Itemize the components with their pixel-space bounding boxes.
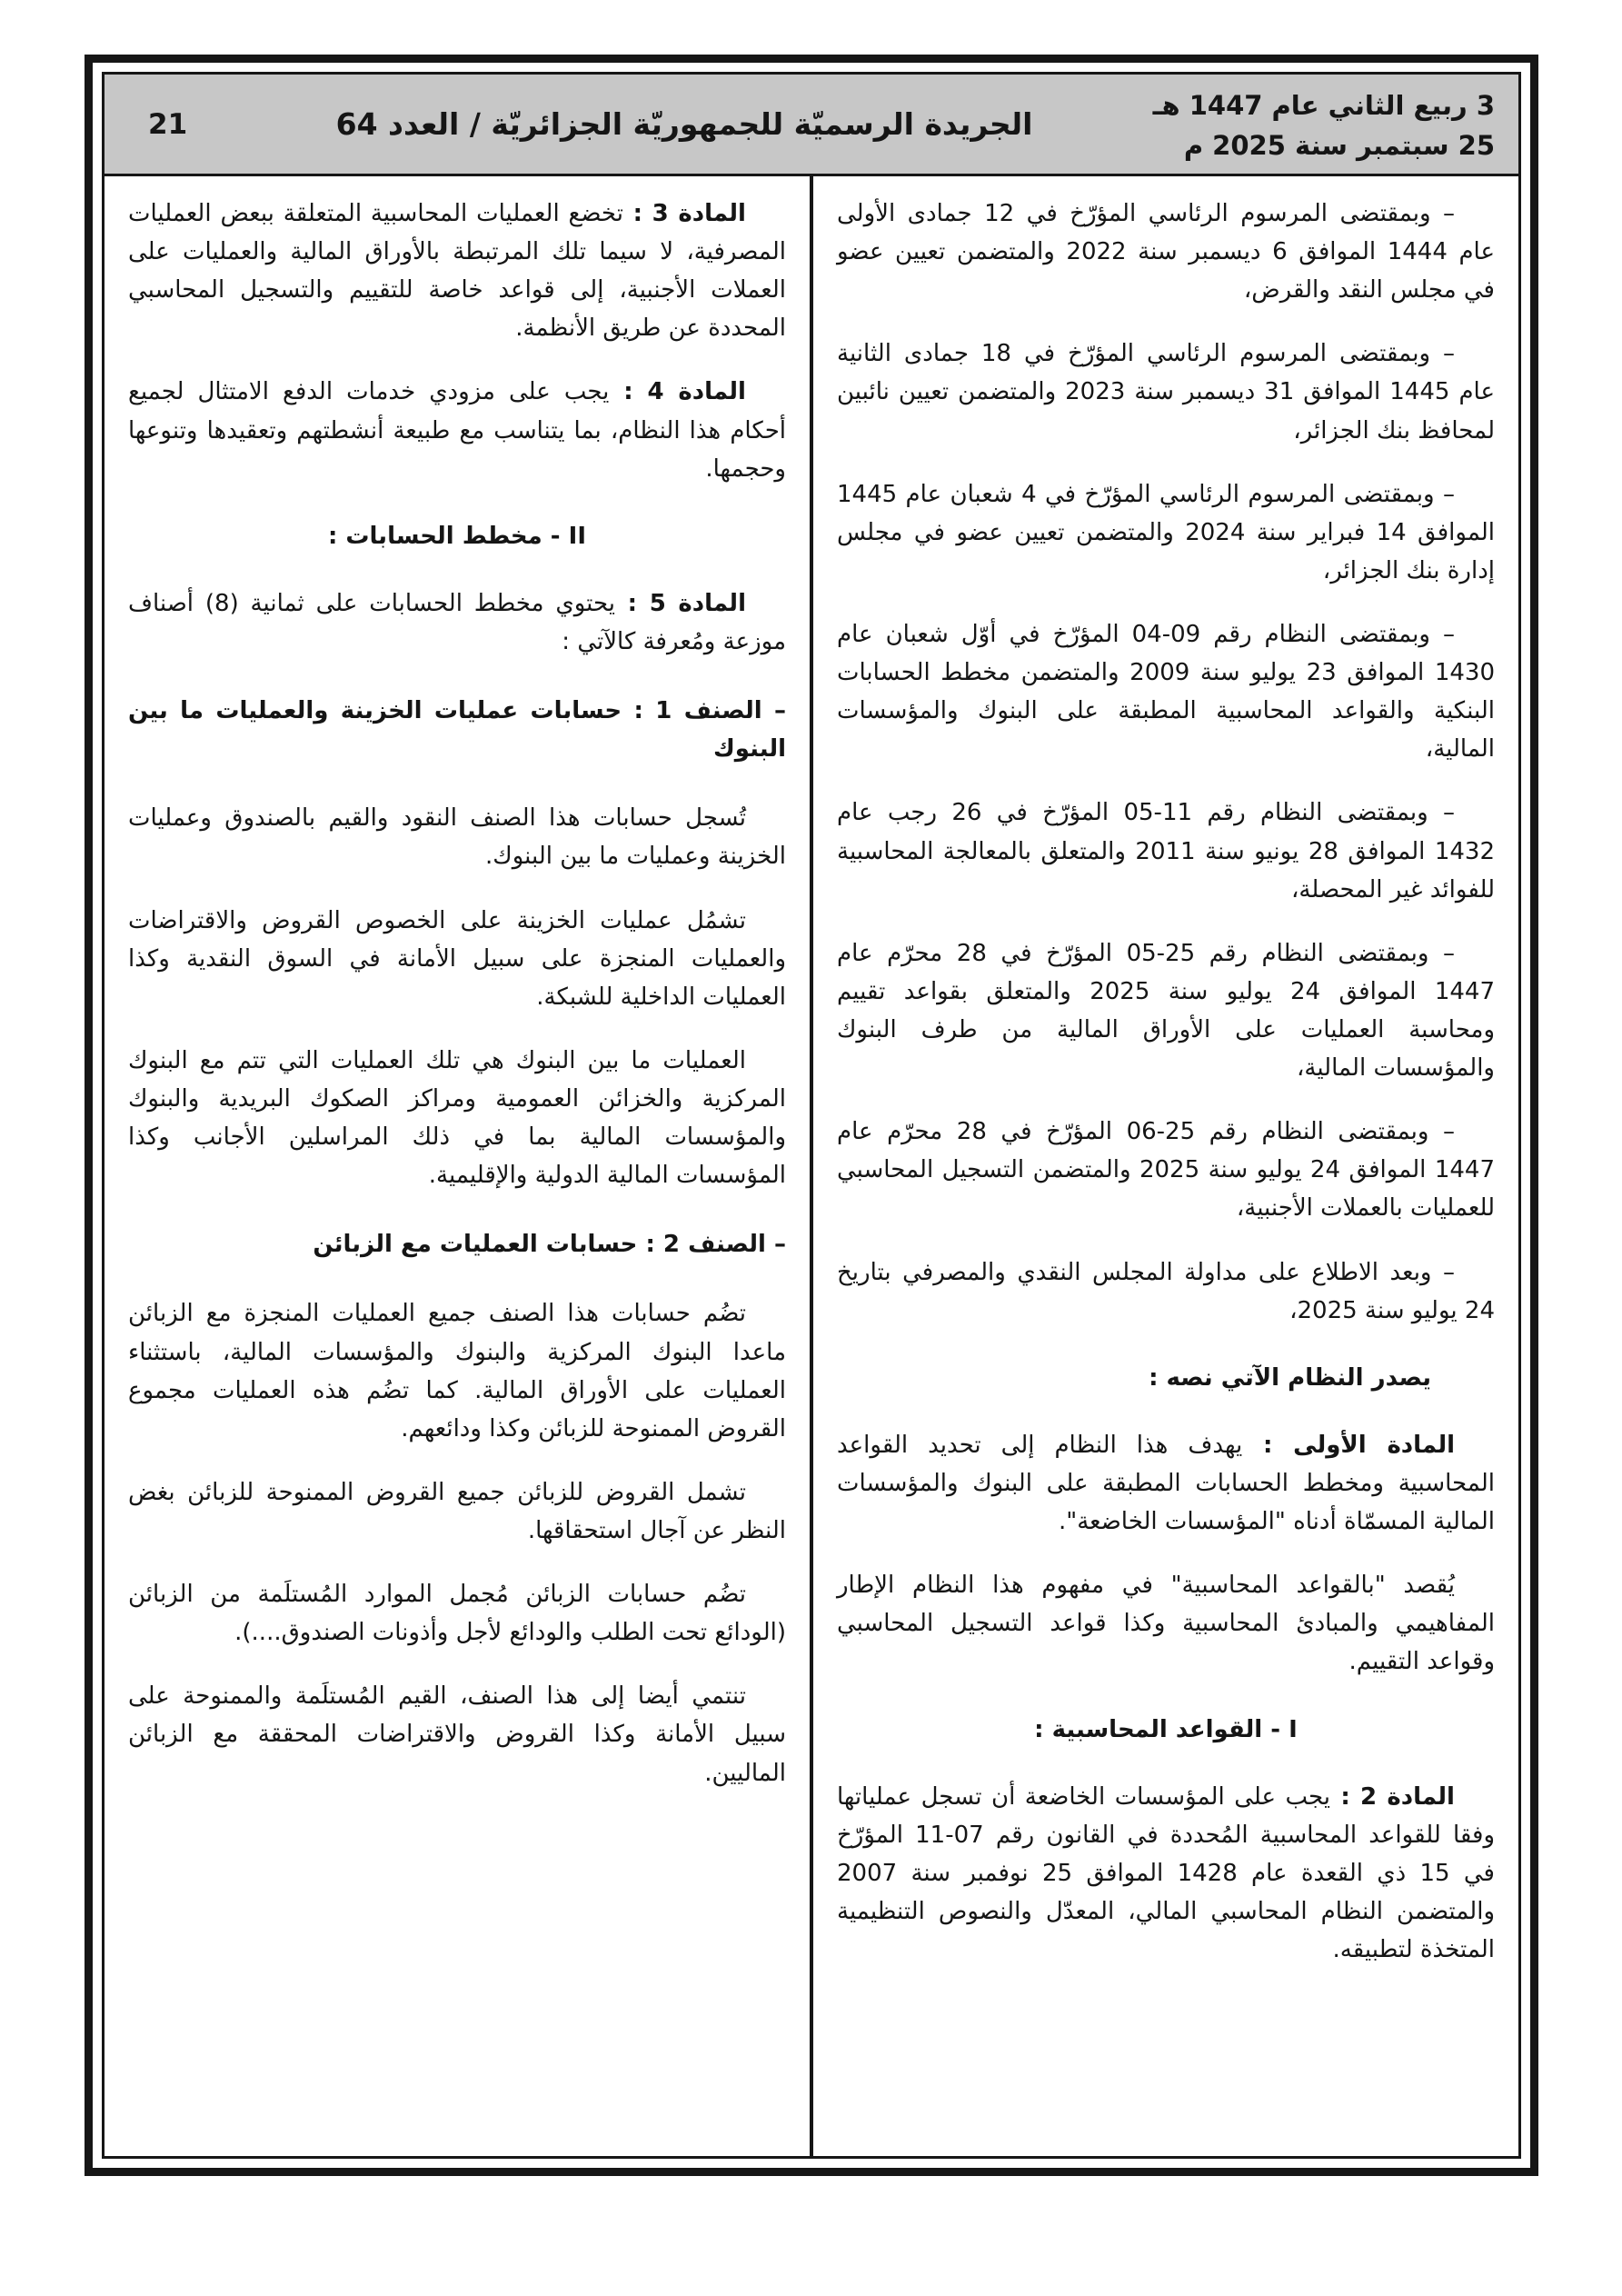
body-paragraph: المادة 2 : يجب على المؤسسات الخاضعة أن تسجل عملياتها وفقا للقواعد المحاسبية المُحددة في القانون رقم 07-11 المؤرّخ في 15 ذي القعدة عام 1428 الموافق 25 نوفمبر سنة 2007 والمتضمن النظام المحاسبي المالي، المعدّل والنصوص التنظيمية المتخذة لتطبيقه. [837,1782,1496,1964]
body-paragraph: تضُم حسابات الزبائن مُجمل الموارد المُستلَمة من الزبائن (الودائع تحت الطلب والودائع لأجل وأذونات الصندوق....). [128,1581,786,1647]
body-paragraph: المادة الأولى : يهدف هذا النظام إلى تحديد القواعد المحاسبية ومخطط الحسابات المطبقة على البنوك والمؤسسات المالية المسمّاة أدناه "المؤسسات الخاضعة". [837,1431,1495,1536]
column-left [104,176,810,2156]
body-paragraph: – وبمقتضى المرسوم الرئاسي المؤرّخ في 12 جمادى الأولى عام 1444 الموافق 6 ديسمبر سنة 2022 والمتضمن تعيين عضو في مجلس النقد والقرض، [837,200,1495,304]
column-right [810,176,1518,2156]
article-label: المادة 4 : [609,378,746,406]
body-paragraph: – وبمقتضى النظام رقم 25-05 المؤرّخ في 28 محرّم عام 1447 الموافق 24 يوليو سنة 2025 والمتعلق بقواعد تقييم ومحاسبة العمليات على الأوراق المالية من طرف البنوك والمؤسسات المالية، [837,939,1495,1083]
date-gregorian: 25 سبتمبر سنة 2025 م [1183,129,1495,161]
masthead-dates [1091,83,1518,165]
body-paragraph: تشمل القروض للزبائن جميع القروض الممنوحة للزبائن بغض النظر عن آجال استحقاقها. [128,1478,786,1544]
article-label: المادة 3 : [622,200,746,227]
date-hijri: 3 ربيع الثاني عام 1447 هـ [1152,90,1495,121]
article-label: المادة 2 : [1330,1782,1455,1811]
article-label: المادة الأولى : [1242,1431,1456,1459]
body-paragraph: المادة 4 : يجب على مزودي خدمات الدفع الامتثال لجميع أحكام هذا النظام، بما يتناسب مع طبيعة أنشطتهم وتعقيدها وتنوعها وحجمها. [128,378,786,483]
body-paragraph: العمليات ما بين البنوك هي تلك العمليات التي تتم مع البنوك المركزية والخزائن العمومية ومراكز الصكوك البريدية والبنوك والمؤسسات المالية بما في ذلك المراسلين الأجانب وكذا المؤسسات المالية الدولية والإقليمية. [128,1046,786,1190]
section-heading: II - مخطط الحسابات : [327,522,587,550]
body-paragraph: – وبمقتضى النظام رقم 09-04 المؤرّخ في أوّل شعبان عام 1430 الموافق 23 يوليو سنة 2009 والمتضمن مخطط الحسابات البنكية والقواعد المحاسبية المطبقة على البنوك والمؤسسات المالية، [837,620,1495,764]
journal-title: الجريدة الرسميّة للجمهوريّة الجزائريّة / العدد 64 [335,106,1033,142]
body-paragraph: – وبمقتضى النظام رقم 25-06 المؤرّخ في 28 محرّم عام 1447 الموافق 24 يوليو سنة 2025 والمتضمن التسجيل المحاسبي للعمليات بالعملات الأجنبية، [837,1118,1495,1223]
body-paragraph: المادة 5 : يحتوي مخطط الحسابات على ثمانية (8) أصناف موزعة ومُعرفة كالآتي : [128,589,786,655]
body-paragraph: المادة 3 : تخضع العمليات المحاسبية المتعلقة ببعض العمليات المصرفية، لا سيما تلك المرتبطة بالأوراق المالية والعمليات على العملات الأجنبية، إلى قواعد خاصة للتقييم والتسجيل المحاسبي المحددة عن طريق الأنظمة. [128,200,786,343]
body-paragraph: تشمُل عمليات الخزينة على الخصوص القروض والاقتراضات والعمليات المنجزة على سبيل الأمانة في السوق النقدية وكذا العمليات الداخلية للشبكة. [128,906,786,1011]
page-inner-frame [102,72,1521,2159]
body-paragraph: تُسجل حسابات هذا الصنف النقود والقيم بالصندوق وعمليات الخزينة وعمليات ما بين البنوك. [128,804,786,871]
body-paragraph: – وبمقتضى المرسوم الرئاسي المؤرّخ في 4 شعبان عام 1445 الموافق 14 فبراير سنة 2024 والمتضمن تعيين عضو في مجلس إدارة بنك الجزائر، [837,480,1495,584]
section-heading: – الصنف 2 : حسابات العمليات مع الزبائن [313,1231,786,1259]
body-paragraph: تنتمي أيضا إلى هذا الصنف، القيم المُستلَمة والممنوحة على سبيل الأمانة وكذا القروض والاقتراضات المحققة مع الزبائن الماليين. [128,1682,786,1787]
article-label: المادة 5 : [615,589,746,617]
body-paragraph: يُقصد "بالقواعد المحاسبية" في مفهوم هذا النظام الإطار المفاهيمي والمبادئ المحاسبية وكذا قواعد التسجيل المحاسبي وقواعد التقييم. [837,1572,1495,1676]
page-number: 21 [148,107,188,141]
section-heading: I - القواعد المحاسبية : [1034,1715,1298,1743]
body-paragraph: – وبمقتضى النظام رقم 11-05 المؤرّخ في 26 رجب عام 1432 الموافق 28 يونيو سنة 2011 والمتعلق بالمعالجة المحاسبية للفوائد غير المحصلة، [837,799,1496,903]
content-columns [104,176,1518,2156]
body-paragraph: – وبمقتضى المرسوم الرئاسي المؤرّخ في 18 جمادى الثانية عام 1445 الموافق 31 ديسمبر سنة 2023 والمتضمن تعيين نائبين لمحافظ بنك الجزائر، [837,340,1495,444]
body-paragraph: – وبعد الاطلاع على مداولة المجلس النقدي والمصرفي بتاريخ 24 يوليو سنة 2025، [837,1258,1495,1324]
section-heading: يصدر النظام الآتي نصه : [1149,1363,1431,1392]
page-outer-frame [85,55,1538,2176]
body-paragraph: تضُم حسابات هذا الصنف جميع العمليات المنجزة مع الزبائن ماعدا البنوك المركزية والبنوك والمؤسسات المالية، باستثناء العمليات على الأوراق المالية. كما تضُم هذه العمليات مجموع القروض الممنوحة للزبائن وكذا ودائعهم. [128,1300,786,1442]
masthead [104,75,1518,176]
section-heading: – الصنف 1 : حسابات عمليات الخزينة والعمليات ما بين البنوك [128,697,786,764]
